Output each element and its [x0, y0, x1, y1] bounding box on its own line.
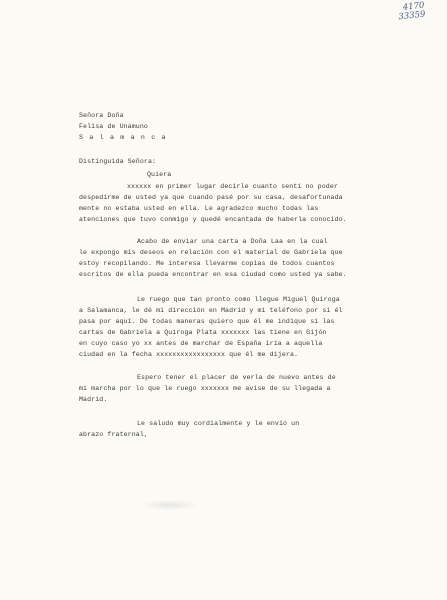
body-line: cartas de Gabriela a Quiroga Plata xxxxxxx las tiene en Gijón [79, 329, 327, 336]
body-line: Madrid. [79, 396, 108, 403]
reference-number: 4170 [402, 0, 425, 13]
body-line: escritos de ella pueda encontrar en esa ciudad como usted ya sabe. [79, 271, 347, 278]
salutation: Distinguida Señora: [79, 158, 157, 165]
recipient-line: S a l a m a n c a [79, 134, 167, 141]
paper-smudge [140, 500, 200, 510]
body-line: Quiera [147, 171, 172, 178]
recipient-line: Señora Doña [79, 112, 124, 119]
body-line: le expongo mis deseos en relación con el material de Gabriela que [79, 249, 343, 256]
body-line: mente no estaba usted en ella. Le agradezco mucho todas las [79, 205, 319, 212]
body-line: atenciones que tuvo conmigo y quedé encantada de haberla conocido. [79, 216, 347, 223]
body-line: Le saludo muy cordialmente y le envío un [137, 420, 300, 427]
body-line: Le ruego que tan pronto como llegue Miguel Quiroga [137, 296, 340, 303]
body-line: en cuyo caso yo xx antes de marchar de España iría a aquella [79, 340, 323, 347]
reference-mark [397, 2, 426, 23]
recipient-line: Felisa de Unamuno [79, 123, 148, 130]
body-line: despedirme de usted ya que cuando pasé por su casa, desafortunada [79, 194, 343, 201]
body-line: estoy recopilando. Me interesa llevarme copias de todos cuantos [79, 260, 335, 267]
reference-number: 33359 [397, 9, 426, 23]
body-line: xxxxxx en primer lugar decirle cuanto sentí no poder [127, 183, 338, 190]
closing-line: abrazo fraternal, [79, 431, 148, 438]
body-line: Acabo de enviar una carta a Doña Laa en la cual [137, 238, 328, 245]
body-line: mi marcha por lo que le ruego xxxxxxx me avise de su llegada a [79, 385, 331, 392]
body-line: a Salamanca, le dé mi dirección en Madrid y mi teléfono por si él [79, 307, 343, 314]
body-line: ciudad en la fecha xxxxxxxxxxxxxxxxx que él me dijera. [79, 351, 299, 358]
body-line: Espero tener el placer de verla de nuevo antes de [137, 374, 336, 381]
body-line: pasa por aquí. De todas maneras quiero que él me indique si las [79, 318, 335, 325]
